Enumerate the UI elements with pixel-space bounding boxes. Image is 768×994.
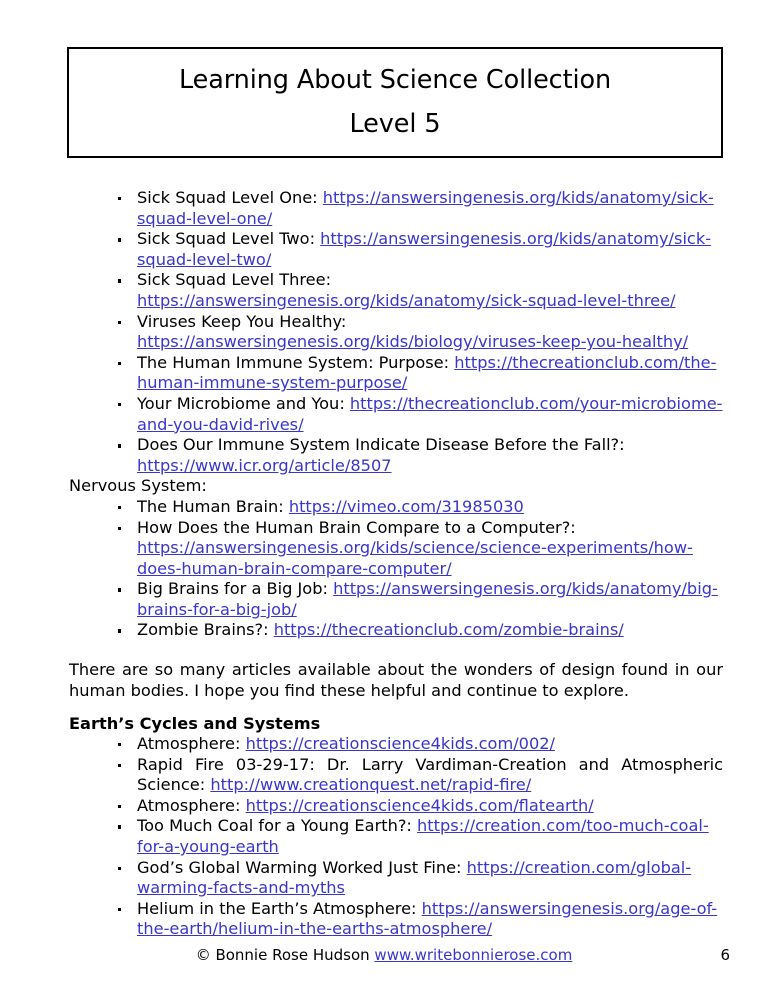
earth-cycles-link-list [69, 734, 723, 940]
list-item [69, 188, 723, 229]
list-item [69, 312, 723, 353]
list-item-link[interactable]: https://thecreationclub.com/your-microbiome-and-you-david-rives/ [137, 393, 723, 434]
earth-cycles-heading: Earth’s Cycles and Systems [69, 714, 321, 734]
page-footer [0, 945, 768, 971]
list-item-label: Atmosphere: [137, 734, 246, 754]
document-title: Learning About Science Collection [178, 64, 612, 95]
list-item-link[interactable]: https://answersingenesis.org/age-of-the-earth/helium-in-the-earths-atmosphere/ [137, 898, 718, 939]
closing-paragraph: There are so many articles available about the wonders of design found in our human bodies. I hope you find these helpful and continue to explore. [69, 660, 723, 701]
list-item-link[interactable]: https://answersingenesis.org/kids/biology/viruses-keep-you-healthy/ [137, 332, 689, 352]
immune-system-link-list [69, 188, 723, 476]
nervous-system-link-list [69, 497, 723, 641]
list-item-label: Atmosphere: [137, 795, 246, 815]
nervous-system-heading: Nervous System: [69, 476, 207, 496]
list-item-label: God’s Global Warming Worked Just Fine: [137, 857, 467, 877]
list-item-link[interactable]: https://answersingenesis.org/kids/anatomy/big-brains-for-a-big-job/ [137, 579, 718, 619]
list-item-label: Does Our Immune System Indicate Disease Before the Fall?: [137, 435, 625, 455]
list-item-label: The Human Brain: [137, 496, 289, 516]
list-item-label: Sick Squad Level One: [137, 188, 323, 207]
title-box [67, 47, 723, 158]
list-item [69, 497, 723, 518]
list-item-link[interactable]: https://creationscience4kids.com/002/ [245, 734, 556, 754]
document-content [69, 188, 723, 940]
footer-copyright [0, 945, 768, 965]
page-number: 6 [720, 946, 730, 964]
spacer [69, 701, 723, 713]
list-item-label: Sick Squad Level Two: [137, 229, 321, 249]
list-item [69, 518, 723, 580]
list-item-link[interactable]: https://creation.com/global-warming-facts-and-myths [137, 857, 692, 898]
list-item-label: The Human Immune System: Purpose: [137, 352, 455, 372]
list-item [69, 796, 723, 817]
footer-site-link[interactable]: www.writebonnierose.com [374, 946, 573, 964]
list-item [69, 899, 723, 940]
list-item-label: Zombie Brains?: [137, 620, 274, 640]
list-item-label: Helium in the Earth’s Atmosphere: [137, 898, 422, 918]
list-item-link[interactable]: https://answersingenesis.org/kids/anatomy/sick-squad-level-one/ [137, 188, 714, 228]
list-item-link[interactable]: https://answersingenesis.org/kids/anatomy/sick-squad-level-three/ [137, 290, 676, 310]
list-item-link[interactable]: http://www.creationquest.net/rapid-fire/ [210, 775, 532, 795]
list-item [69, 858, 723, 899]
list-item-label: How Does the Human Brain Compare to a Computer?: [137, 517, 576, 537]
list-item [69, 816, 723, 857]
list-item [69, 394, 723, 435]
list-item-label: Rapid Fire 03-29-17: Dr. Larry Vardiman-Creation and Atmospheric Science: [137, 754, 723, 795]
list-item-link[interactable]: https://answersingenesis.org/kids/science/science-experiments/how-does-human-brain-compare-computer/ [137, 538, 693, 578]
list-item-link[interactable]: https://creationscience4kids.com/flatearth/ [245, 795, 594, 815]
list-item [69, 229, 723, 270]
list-item [69, 435, 723, 476]
list-item [69, 270, 723, 311]
list-item-label: Sick Squad Level Three: [137, 270, 332, 290]
list-item-link[interactable]: https://answersingenesis.org/kids/anatomy/sick-squad-level-two/ [137, 229, 712, 269]
list-item-label: Viruses Keep You Healthy: [137, 311, 347, 331]
spacer [69, 641, 723, 659]
list-item-link[interactable]: https://creation.com/too-much-coal-for-a-young-earth [137, 816, 709, 857]
list-item-link[interactable]: https://vimeo.com/31985030 [288, 496, 524, 516]
list-item-label: Too Much Coal for a Young Earth?: [137, 816, 418, 836]
list-item [69, 579, 723, 620]
list-item-label: Your Microbiome and You: [137, 393, 350, 413]
list-item [69, 755, 723, 796]
document-level: Level 5 [349, 108, 441, 139]
list-item-link[interactable]: https://www.icr.org/article/8507 [137, 455, 392, 475]
list-item-link[interactable]: https://thecreationclub.com/zombie-brains/ [273, 620, 624, 640]
list-item-link[interactable]: https://thecreationclub.com/the-human-immune-system-purpose/ [137, 352, 717, 393]
footer-copyright-text: © Bonnie Rose Hudson [195, 946, 375, 964]
list-item-label: Big Brains for a Big Job: [137, 579, 334, 599]
list-item [69, 620, 723, 641]
list-item [69, 353, 723, 394]
list-item [69, 734, 723, 755]
